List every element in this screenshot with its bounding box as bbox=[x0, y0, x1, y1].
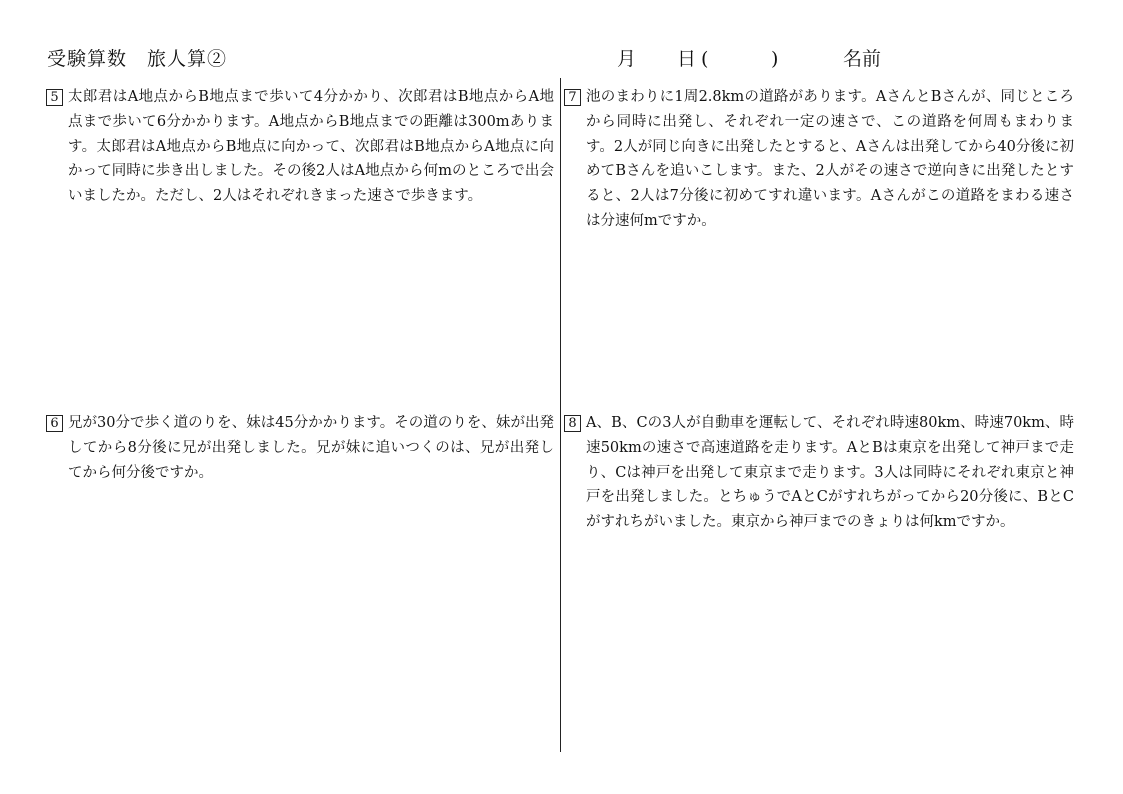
title-main: 受験算数 bbox=[47, 48, 128, 70]
name-label: 名前 bbox=[843, 48, 882, 70]
problem-text: 池のまわりに1周2.8kmの道路があります。AさんとBさんが、同じところから同時に出発し、それぞれ一定の速さで、この道路を何周もまわります。2人が同じ向きに出発したとすると、Aさんは出発してから40分後に初めてBさんを追いこします。また、2人がその速さで逆向きに出発したとすると、2人は7分後に初めてすれ違います。Aさんがこの道路をまわる速さは分速何mですか。 bbox=[586, 89, 1074, 229]
problem-6 bbox=[46, 411, 554, 485]
month-label: 月 bbox=[617, 48, 637, 70]
problem-text: 太郎君はA地点からB地点まで歩いて4分かかり、次郎君はB地点からA地点まで歩いて6分かかります。A地点からB地点までの距離は300mあります。太郎君はA地点からB地点に向かって、次郎君はB地点からA地点に向かって同時に歩き出しました。その後2人はA地点から何mのところで出会いましたか。ただし、2人はそれぞれきまった速さで歩きます。 bbox=[68, 89, 554, 205]
problem-number-box: 5 bbox=[46, 89, 63, 106]
column-divider bbox=[560, 78, 561, 752]
problem-number-box: 8 bbox=[564, 415, 581, 432]
date-name-fields bbox=[617, 44, 881, 71]
problem-5 bbox=[46, 85, 554, 209]
problem-number-box: 6 bbox=[46, 415, 63, 432]
day-label: 日 bbox=[677, 48, 697, 70]
weekday-close-paren: ) bbox=[771, 48, 779, 70]
problem-7 bbox=[564, 85, 1074, 234]
worksheet-title bbox=[47, 44, 227, 71]
title-sub: 旅人算② bbox=[147, 48, 228, 70]
problem-text: A、B、Cの3人が自動車を運転して、それぞれ時速80km、時速70km、時速50kmの速さで高速道路を走ります。AとBは東京を出発して神戸まで走り、Cは神戸を出発して東京まで走ります。3人は同時にそれぞれ東京と神戸を出発しました。とちゅうでAとCがすれちがってから20分後に、BとCがすれちがいました。東京から神戸までのきょりは何kmですか。 bbox=[586, 415, 1074, 531]
problem-number-box: 7 bbox=[564, 89, 581, 106]
weekday-open-paren: ( bbox=[701, 48, 709, 70]
problem-8 bbox=[564, 411, 1074, 535]
problem-text: 兄が30分で歩く道のりを、妹は45分かかります。その道のりを、妹が出発してから8分後に兄が出発しました。兄が妹に追いつくのは、兄が出発してから何分後ですか。 bbox=[68, 415, 554, 481]
